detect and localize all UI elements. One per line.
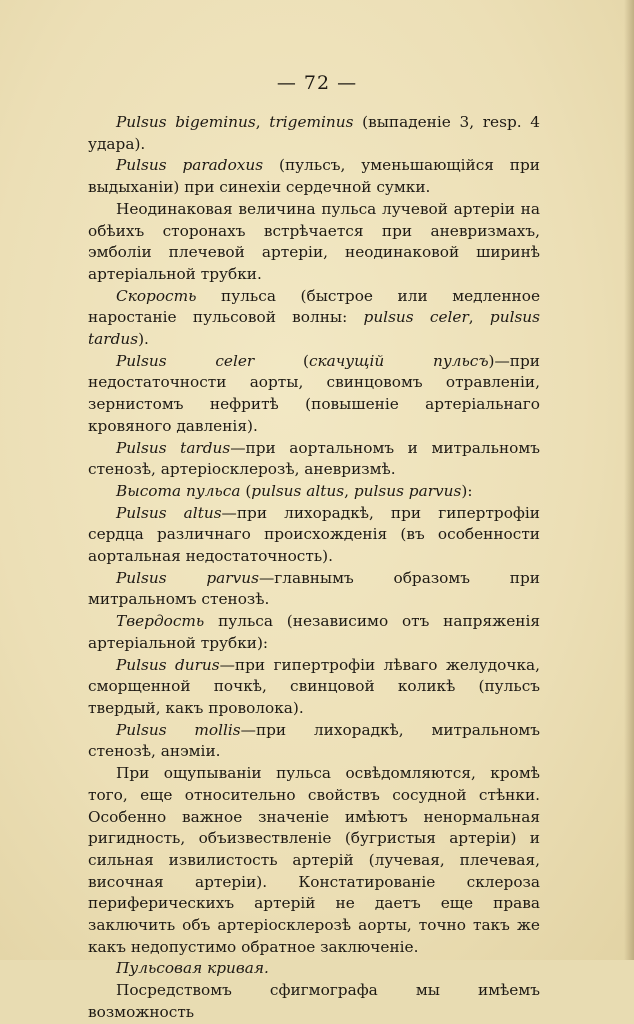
- italic-term: pulsus altus: [251, 481, 345, 500]
- italic-term: Pulsus bigeminus: [116, 113, 256, 131]
- text-run: (пульсъ, уменьшающійся при выдыханіи) при синехіи сердечной сумки.: [88, 156, 540, 197]
- italic-term: скачущій пульсъ: [308, 351, 489, 370]
- italic-term: trigeminus: [269, 113, 354, 131]
- text-run: ):: [461, 481, 473, 500]
- page-edge-shadow: [624, 0, 634, 960]
- text-run: (: [240, 481, 252, 500]
- paragraph-durus: [88, 655, 540, 720]
- paragraph-bigeminus: [88, 112, 540, 155]
- paragraph-tardus: [88, 438, 540, 481]
- text-run: —при аортальномъ и митральномъ стенозѣ, артеріосклерозѣ, аневризмѣ.: [88, 438, 540, 479]
- italic-term: Пульсовая кривая.: [116, 959, 269, 978]
- text-run: —при лихорадкѣ, митральномъ стенозѣ, анэміи.: [88, 720, 540, 761]
- italic-term: Скорость: [116, 286, 197, 305]
- italic-term: Pulsus altus: [116, 503, 222, 522]
- text-run: —при гипертрофіи лѣваго желудочка, сморщенной почкѣ, свинцовой коликѣ (пульсъ твердый, какъ проволока).: [88, 655, 540, 717]
- italic-term: Pulsus celer: [116, 351, 255, 370]
- text-run: Посредствомъ сфигмографа мы имѣемъ возможность: [88, 981, 540, 1021]
- italic-term: Pulsus durus: [116, 655, 220, 674]
- text-run: Неодинаковая величина пульса лучевой артеріи на обѣихъ сторонахъ встрѣчается при аневризмахъ, эмболіи плечевой артеріи, неодинаковой ширинѣ артеріальной трубки.: [88, 199, 540, 283]
- italic-term: Pulsus mollis: [116, 720, 241, 739]
- paragraph-height: [88, 481, 540, 503]
- paragraph-paradoxus: [88, 155, 540, 198]
- paragraph-unequal-size: [88, 199, 540, 286]
- paragraph-celer: [88, 351, 540, 438]
- paragraph-mollis: [88, 720, 540, 763]
- text-run: (выпаденіе 3, resp. 4 удара).: [88, 113, 541, 153]
- text-run: ,: [344, 481, 354, 500]
- text-run: ).: [138, 330, 149, 349]
- text-run: —главнымъ образомъ при митральномъ стенозѣ.: [88, 568, 540, 609]
- paragraph-speed: [88, 286, 540, 351]
- page-number: — 72 —: [276, 72, 358, 94]
- text-run: (: [254, 351, 309, 370]
- text-run: )—при недостаточности аорты, свинцовомъ отравленіи, зернистомъ нефритѣ (повышеніе артеріальнаго кровяного давленія).: [88, 351, 540, 435]
- text-run: —при лихорадкѣ, при гипертрофіи сердца различнаго происхожденія (въ особенности аортальная недостаточность).: [88, 503, 540, 566]
- text-run: ,: [255, 113, 270, 131]
- page-body-text: [88, 112, 540, 1024]
- italic-term: Твердость: [116, 612, 205, 631]
- italic-term: pulsus tardus: [88, 308, 541, 349]
- italic-term: Pulsus paradoxus: [116, 156, 264, 175]
- paragraph-hardness: [88, 611, 540, 654]
- text-run: ,: [468, 308, 490, 327]
- paragraph-sphygmograph: [88, 980, 540, 1023]
- paragraph-curve-heading: [88, 958, 540, 980]
- paragraph-parvus: [88, 568, 540, 611]
- italic-term: Pulsus parvus: [116, 568, 259, 587]
- italic-term: pulsus celer: [363, 308, 469, 327]
- paragraph-altus: [88, 503, 540, 568]
- text-run: пульса (независимо отъ напряженія артеріальной трубки):: [88, 612, 540, 652]
- italic-term: Высота пульса: [116, 481, 241, 500]
- italic-term: Pulsus tardus: [116, 438, 231, 457]
- italic-term: pulsus parvus: [353, 481, 462, 500]
- paragraph-palpation: [88, 763, 540, 958]
- text-run: При ощупываніи пульса освѣдомляются, кромѣ того, еще относительно свойствъ сосудной стѣнки. Особенно важное значеніе имѣютъ ненормальная ригидность, объизвествленіе (бугристыя артеріи) и сильная извилистость артерій (лучевая, плечевая, височная артеріи). Констатированіе склероза периферическихъ артерій не даетъ еще права заключить объ артеріосклерозѣ аорты, точно такъ же какъ недопустимо обратное заключеніе.: [88, 764, 540, 956]
- text-run: пульса (быстрое или медленное наростаніе пульсовой волны:: [88, 286, 540, 327]
